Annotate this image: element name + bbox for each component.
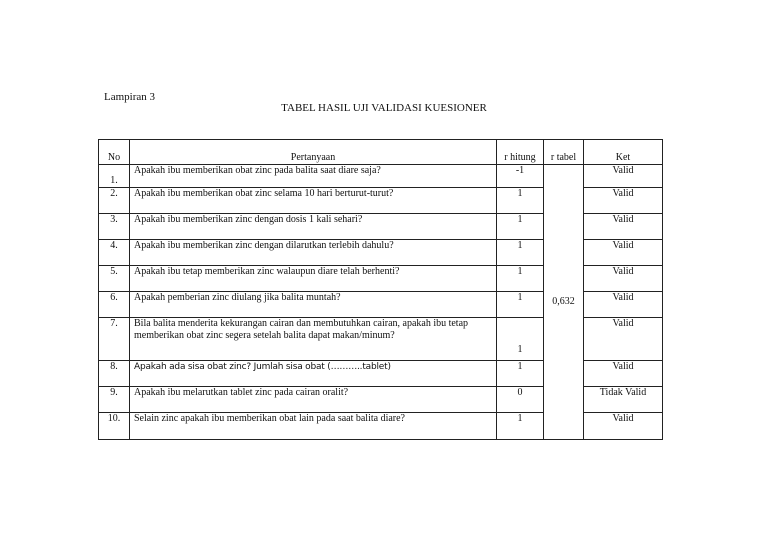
col-header-pertanyaan: Pertanyaan [130,140,497,165]
lampiran-label: Lampiran 3 [104,91,156,103]
row-question: Apakah ibu memberikan zinc dengan dosis 1 kali sehari? [130,214,497,240]
row-r-hitung: 0 [497,387,544,413]
row-question: Apakah ada sisa obat zinc? Jumlah sisa obat (………..tablet) [130,361,497,387]
row-question: Apakah ibu memberikan obat zinc selama 10 hari berturut-turut? [130,188,497,214]
col-header-no: No [99,140,130,165]
row-no: 7. [99,318,130,361]
row-r-hitung: 1 [497,318,544,361]
row-question: Apakah ibu melarutkan tablet zinc pada cairan oralit? [130,387,497,413]
row-question: Apakah ibu tetap memberikan zinc walaupun diare telah berhenti? [130,266,497,292]
row-no: 9. [99,387,130,413]
row-ket: Valid [584,266,663,292]
row-r-hitung: -1 [497,165,544,188]
row-no: 4. [99,240,130,266]
row-ket: Valid [584,318,663,361]
row-no: 10. [99,413,130,440]
table-header-row [99,140,663,165]
row-ket: Valid [584,413,663,440]
page-title: TABEL HASIL UJI VALIDASI KUESIONER [281,102,487,114]
col-header-r-hitung: r hitung [497,140,544,165]
row-r-hitung: 1 [497,413,544,440]
row-question: Apakah pemberian zinc diulang jika balita muntah? [130,292,497,318]
row-question: Apakah ibu memberikan zinc dengan dilarutkan terlebih dahulu? [130,240,497,266]
row-ket: Valid [584,292,663,318]
row-r-hitung: 1 [497,188,544,214]
row-ket: Valid [584,165,663,188]
row-no: 1. [99,165,130,188]
row-no: 8. [99,361,130,387]
row-r-hitung: 1 [497,292,544,318]
row-r-hitung: 1 [497,214,544,240]
r-tabel-value: 0,632 [544,165,584,440]
row-question: Selain zinc apakah ibu memberikan obat lain pada saat balita diare? [130,413,497,440]
col-header-ket: Ket [584,140,663,165]
row-question: Bila balita menderita kekurangan cairan dan membutuhkan cairan, apakah ibu tetap memberikan obat zinc segera setelah balita dapat makan/minum? [130,318,497,361]
row-r-hitung: 1 [497,240,544,266]
row-ket: Valid [584,188,663,214]
row-no: 6. [99,292,130,318]
row-no: 3. [99,214,130,240]
row-ket: Valid [584,240,663,266]
row-r-hitung: 1 [497,361,544,387]
row-no: 5. [99,266,130,292]
row-ket: Valid [584,214,663,240]
row-ket: Tidak Valid [584,387,663,413]
table-row [99,165,663,188]
row-ket: Valid [584,361,663,387]
col-header-r-tabel: r tabel [544,140,584,165]
row-r-hitung: 1 [497,266,544,292]
validation-table [98,139,663,440]
row-question: Apakah ibu memberikan obat zinc pada balita saat diare saja? [130,165,497,188]
row-no: 2. [99,188,130,214]
